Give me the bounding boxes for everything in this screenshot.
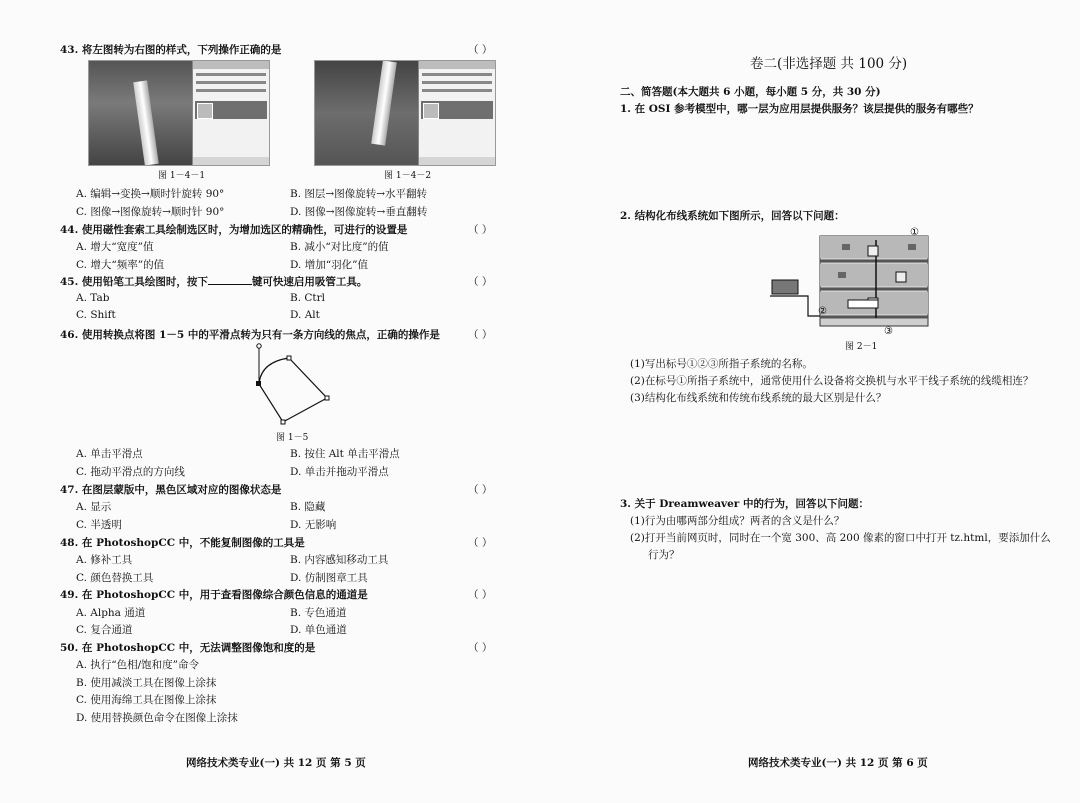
computer-icon [908,244,916,250]
question-50-stem: 50. 在 PhotoshopCC 中，无法调整图像饱和度的是 [60,642,316,654]
question-44-option-a: A. 增大“宽度”值 [76,241,154,253]
question-49-option-c: C. 复合通道 [76,624,133,636]
direction-handle [257,344,261,348]
question-48-option-b: B. 内容感知移动工具 [290,554,389,566]
rack-icon [868,246,878,256]
fill-in-blank [208,275,252,285]
question-45-option-a: A. Tab [76,292,110,304]
question-43-option-a: A. 编辑→变换→顺时针旋转 90° [76,188,225,200]
question-49-stem: 49. 在 PhotoshopCC 中，用于查看图像综合颜色信息的通道是 [60,589,368,601]
figure-1-4-2-screenshot [314,60,496,166]
question-45-stem-before: 45. 使用铅笔工具绘图时，按下 [60,276,208,288]
question-46-option-d: D. 单击并拖动平滑点 [290,466,389,478]
question-45-answer-paren: （ ） [468,276,493,288]
figure-1-5-caption: 图 1－5 [276,433,309,443]
question-43-stem: 43. 将左图转为右图的样式，下列操作正确的是 [60,44,282,56]
question-2-sub-2: (2)在标号①所指子系统中，通常使用什么设备将交换机与水平干线子系统的线缆相连？ [630,375,1034,387]
page-footer-right: 网络技术类专业(一) 共 12 页 第 6 页 [748,757,928,769]
question-50-option-b: B. 使用减淡工具在图像上涂抹 [76,677,217,689]
question-49-option-a: A. Alpha 通道 [76,607,146,619]
question-3-sub-2: (2)打开当前网页时，同时在一个宽 300、高 200 像素的窗口中打开 tz.html，要添加什么 [630,532,1051,544]
computer-icon [838,272,846,278]
question-46-answer-paren: （ ） [468,329,493,341]
smooth-point [256,381,261,386]
question-50-answer-paren: （ ） [468,642,493,654]
rack-icon [896,272,906,282]
question-49-answer-paren: （ ） [468,589,493,601]
question-44-option-c: C. 增大“频率”的值 [76,259,165,271]
question-45-stem-after: 键可快速启用吸管工具。 [251,276,368,288]
building-complex-cable [770,296,820,316]
figure-1-4-1-caption: 图 1－4－1 [158,171,206,181]
question-50-option-c: C. 使用海绵工具在图像上涂抹 [76,694,217,706]
question-47-option-d: D. 无影响 [290,519,337,531]
short-answer-question-2-stem: 2. 结构化布线系统如下图所示，回答以下问题： [620,210,845,222]
equipment-room-panel [848,300,878,308]
question-48-answer-paren: （ ） [468,537,493,549]
question-49-option-b: B. 专色通道 [290,607,347,619]
question-45-option-b: B. Ctrl [290,292,326,304]
question-45-option-c: C. Shift [76,309,116,321]
question-2-sub-3: (3)结构化布线系统和传统布线系统的最大区别是什么？ [630,392,887,404]
question-44-answer-paren: （ ） [468,224,493,236]
figure-1-4-1-screenshot [88,60,270,166]
question-44-option-b: B. 减小“对比度”的值 [290,241,389,253]
short-answer-section-heading: 二、简答题(本大题共 6 小题，每小题 5 分，共 30 分) [620,86,881,98]
campus-building-icon [772,280,798,294]
figure-1-5-path-diagram [245,340,345,428]
question-43-answer-paren: （ ） [468,44,493,56]
question-43-option-c: C. 图像→图像旋转→顺时针 90° [76,206,225,218]
question-46-option-b: B. 按住 Alt 单击平滑点 [290,448,400,460]
anchor-point [287,356,291,360]
question-50-option-a: A. 执行“色相/饱和度”命令 [76,659,200,671]
paper-two-title: 卷二(非选择题 共 100 分) [750,56,908,72]
label-3: ③ [884,326,893,336]
question-47-option-b: B. 隐藏 [290,501,326,513]
question-46-option-c: C. 拖动平滑点的方向线 [76,466,185,478]
question-2-sub-1: (1)写出标号①②③所指子系统的名称。 [630,358,813,370]
page-footer-left: 网络技术类专业(一) 共 12 页 第 5 页 [186,757,366,769]
question-48-stem: 48. 在 PhotoshopCC 中，不能复制图像的工具是 [60,537,305,549]
question-3-sub-2-continued: 行为？ [648,549,680,561]
question-47-answer-paren: （ ） [468,484,493,496]
question-50-option-d: D. 使用替换颜色命令在图像上涂抹 [76,712,238,724]
floor-2 [820,264,928,286]
question-45-option-d: D. Alt [290,309,320,321]
question-44-stem: 44. 使用磁性套索工具绘制选区时，为增加选区的精确性，可进行的设置是 [60,224,408,236]
figure-2-1-caption: 图 2－1 [845,342,878,352]
label-2: ② [818,306,827,317]
question-46-stem: 46. 使用转换点将图 1－5 中的平滑点转为只有一条方向线的焦点，正确的操作是 [60,329,440,341]
figure-1-4-2-caption: 图 1－4－2 [384,171,432,181]
anchor-point [281,420,285,424]
figure-2-1-cabling-diagram [768,226,938,336]
question-45-stem [60,274,367,289]
question-47-option-c: C. 半透明 [76,519,122,531]
question-47-stem: 47. 在图层蒙版中，黑色区域对应的图像状态是 [60,484,282,496]
anchor-point [325,396,329,400]
question-46-option-a: A. 单击平滑点 [76,448,143,460]
question-43-option-b: B. 图层→图像旋转→水平翻转 [290,188,427,200]
short-answer-question-1: 1. 在 OSI 参考模型中，哪一层为应用层提供服务？该层提供的服务有哪些？ [620,103,979,115]
computer-icon [842,244,850,250]
quadrilateral-path [259,358,327,422]
question-43-option-d: D. 图像→图像旋转→垂直翻转 [290,206,428,218]
question-44-option-d: D. 增加“羽化”值 [290,259,368,271]
question-48-option-d: D. 仿制图章工具 [290,572,368,584]
question-48-option-a: A. 修补工具 [76,554,133,566]
question-47-option-a: A. 显示 [76,501,112,513]
question-3-sub-1: (1)行为由哪两部分组成？两者的含义是什么？ [630,515,845,527]
question-48-option-c: C. 颜色替换工具 [76,572,154,584]
label-1: ① [910,227,919,238]
question-49-option-d: D. 单色通道 [290,624,347,636]
right-page [540,0,1080,803]
short-answer-question-3-stem: 3. 关于 Dreamweaver 中的行为，回答以下问题： [620,498,869,510]
